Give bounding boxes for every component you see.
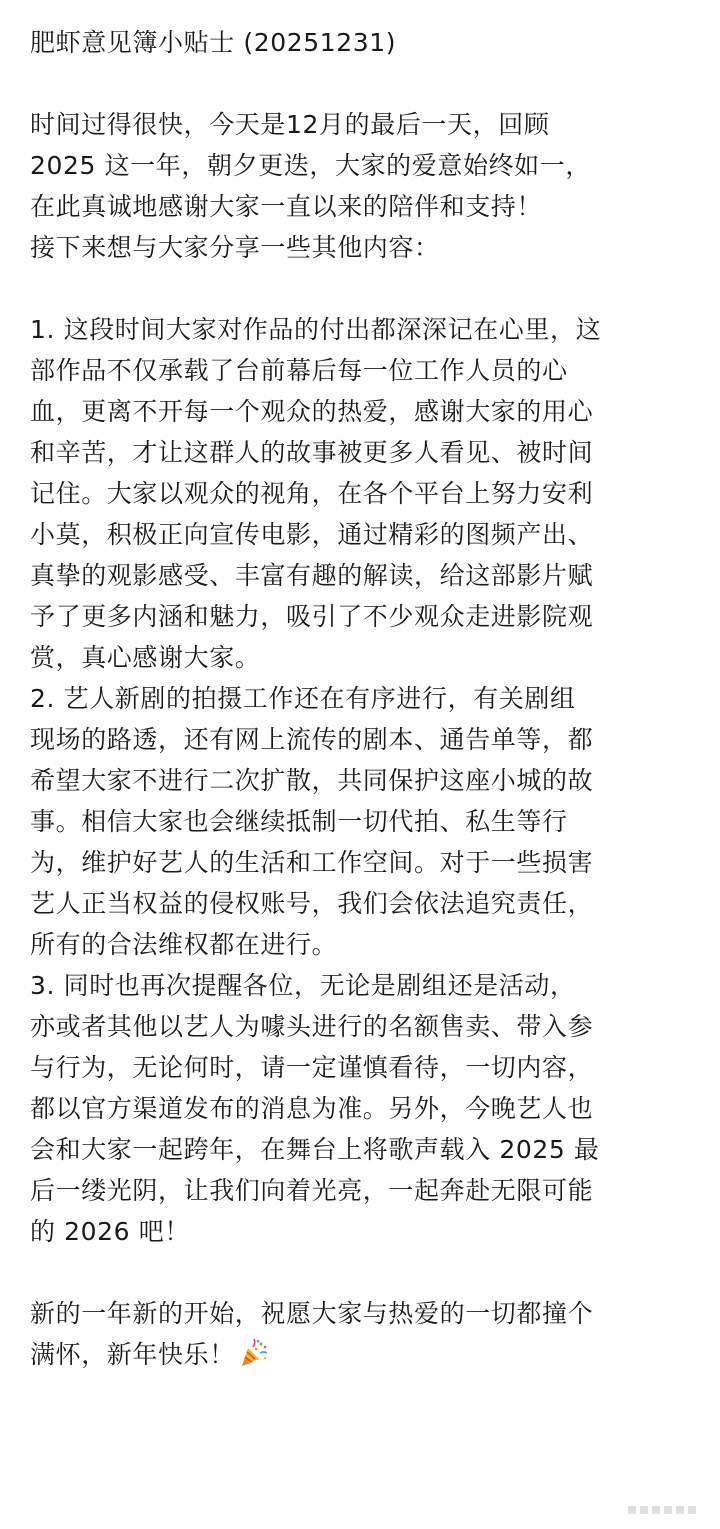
point2-line: 艺人正当权益的侵权账号，我们会依法追究责任， — [30, 889, 594, 918]
point2-line: 现场的路透，还有网上流传的剧本、通告单等，都 — [30, 725, 594, 754]
intro-line: 2025 这一年，朝夕更迭，大家的爱意始终如一， — [30, 151, 591, 180]
party-popper-icon — [239, 1338, 269, 1368]
point3-line: 3. 同时也再次提醒各位，无论是剧组还是活动， — [30, 971, 576, 1000]
point2-line: 为，维护好艺人的生活和工作空间。对于一些损害 — [30, 848, 594, 877]
point1-line: 部作品不仅承载了台前幕后每一位工作人员的心 — [30, 356, 568, 385]
intro-line: 在此真诚地感谢大家一直以来的陪伴和支持！ — [30, 192, 543, 221]
point1-line: 血，更离不开每一个观众的热爱，感谢大家的用心 — [30, 397, 594, 426]
point3-line: 后一缕光阴，让我们向着光亮，一起奔赴无限可能 — [30, 1176, 594, 1205]
note-body — [30, 22, 700, 1375]
point2-line: 2. 艺人新剧的拍摄工作还在有序进行，有关剧组 — [30, 684, 576, 713]
spacer — [30, 1252, 700, 1293]
point1-line: 真挚的观影感受、丰富有趣的解读，给这部影片赋 — [30, 561, 594, 590]
point2-line: 希望大家不进行二次扩散，共同保护这座小城的故 — [30, 766, 594, 795]
point1-line: 1. 这段时间大家对作品的付出都深深记在心里，这 — [30, 315, 602, 344]
intro-line: 接下来想与大家分享一些其他内容： — [30, 233, 440, 262]
point1-line: 赏，真心感谢大家。 — [30, 643, 261, 672]
point3-line: 都以官方渠道发布的消息为准。另外，今晚艺人也 — [30, 1094, 594, 1123]
watermark — [626, 1501, 706, 1519]
point1-line: 小莫，积极正向宣传电影，通过精彩的图频产出、 — [30, 520, 594, 549]
note-title: 肥虾意见簿小贴士 (20251231) — [30, 28, 397, 57]
point3-line: 与行为，无论何时，请一定谨慎看待，一切内容， — [30, 1053, 594, 1082]
point3-line: 会和大家一起跨年，在舞台上将歌声载入 2025 最 — [30, 1135, 600, 1164]
closing-line — [30, 1334, 700, 1375]
point2-line: 所有的合法维权都在进行。 — [30, 930, 338, 959]
spacer — [30, 268, 700, 309]
closing-line: 新的一年新的开始，祝愿大家与热爱的一切都撞个 — [30, 1299, 594, 1328]
point1-line: 予了更多内涵和魅力，吸引了不少观众走进影院观 — [30, 602, 594, 631]
point1-line: 记住。大家以观众的视角，在各个平台上努力安利 — [30, 479, 594, 508]
point3-line: 的 2026 吧！ — [30, 1217, 190, 1246]
point1-line: 和辛苦，才让这群人的故事被更多人看见、被时间 — [30, 438, 594, 467]
point3-line: 亦或者其他以艺人为噱头进行的名额售卖、带入参 — [30, 1012, 594, 1041]
point2-line: 事。相信大家也会继续抵制一切代拍、私生等行 — [30, 807, 568, 836]
closing-text: 满怀，新年快乐！ — [30, 1340, 235, 1369]
spacer — [30, 63, 700, 104]
intro-line: 时间过得很快，今天是12月的最后一天，回顾 — [30, 110, 550, 139]
